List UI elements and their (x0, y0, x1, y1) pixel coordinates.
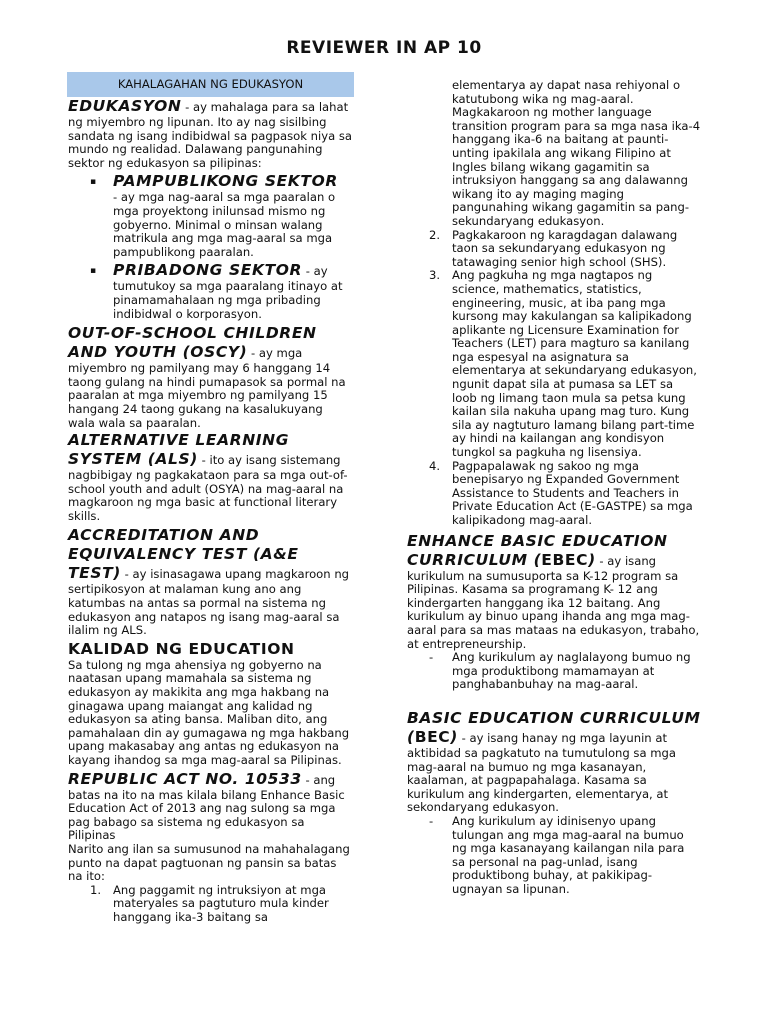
sector-item-public (68, 172, 353, 259)
list-item (407, 460, 701, 528)
edukasyon-term: EDUKASYON (68, 97, 182, 115)
left-column (68, 72, 353, 925)
ae-term: ACCREDITATION AND EQUIVALENCY TEST (A&E TEST) (68, 526, 299, 583)
ra-term: REPUBLIC ACT NO. 10533 (68, 769, 302, 788)
sector-definition: - ay tumutukoy sa mga paaralang itinayo at pinamamahalaan ng mga pribading indibidwal o korporasyon. (113, 264, 343, 321)
bec-bullet (407, 815, 701, 897)
als-paragraph (68, 431, 353, 523)
dash-bullet-icon: - (429, 813, 434, 828)
bullet-text: Ang kurikulum ay idinisenyo upang tulungan ang mga mag-aaral na bumuo ng mga kasanayang kailangan nila para sa personal na pag-unlad, isang produktibong buhay, at pakikipag-ugnayan sa lipunan. (452, 813, 685, 896)
page-title: REVIEWER IN AP 10 (286, 38, 482, 58)
bec-term-close: ) (450, 727, 458, 746)
oscy-paragraph (68, 324, 353, 430)
ra-definition: - ang batas na ito na mas kilala bilang Enhance Basic Education Act of 2013 ang nag sulong sa mga pag babago sa sistema ng edukasyon sa Pilipinas (68, 772, 345, 843)
ra-intro: Narito ang ilan sa sumusunod na mahahalagang punto na dapat pagtuonan ng pansin sa batas na ito: (68, 841, 350, 884)
bec-definition: - ay isang hanay ng mga layunin at aktibidad sa pagkatuto na tumutulong sa mga mag-aaral na bumuo ng mga kasanayan, kaalaman, at pagpapahalaga. Kasama sa kurikulum ang kindergarten, elementarya, at sekondaryang edukasyon. (407, 730, 677, 815)
oscy-definition: - ay mga miyembro ng pamilyang may 6 hanggang 14 taong gulang na hindi pumapasok sa pormal na paaralan at mga miyembro ng pamilyang 15 hangang 24 taong gukang na kasalukuyang wala wala sa paaralan. (68, 346, 346, 430)
ebec-definition: - ay isang kurikulum na sumusuporta sa K-12 program sa Pilipinas. Kasama sa programang K- 12 ang kindergarten hanggang ika 12 baitang. Ang kurikulum ay binuo upang ihanda ang mga mag-aaral para sa mas mataas na edukasyon, trabaho, at entrepreneurship. (407, 553, 700, 651)
bec-paragraph (407, 709, 701, 815)
section-banner: KAHALAGAHAN NG EDUKASYON (67, 72, 354, 97)
list-item (407, 269, 701, 459)
list-text: Pagkakaroon ng karagdagan dalawang taon sa sekundaryang edukasyon ng tatawaging senior high school (SHS). (452, 227, 678, 269)
sector-term: PRIBADONG SEKTOR (113, 261, 303, 280)
ebec-acronym: EBEC (541, 550, 589, 569)
als-definition: - ito ay isang sistemang nagbibigay ng pagkakataon para sa mga out-of-school youth and adult (OSYA) na mag-aaral na magkaroon ng mga basic at functional literary skills. (68, 453, 348, 523)
list-number: 3. (429, 268, 441, 283)
edukasyon-definition: - ay mahalaga para sa lahat ng miyembro ng lipunan. Ito ay nag sisilbing sandata ng isang indibidwal sa pagpasok niya sa mundo ng realidad. Dalawang pangunahing sektor ng edukasyon sa pilipinas: (68, 100, 353, 170)
ebec-term-close: ) (588, 550, 596, 569)
dash-bullet-icon: - (429, 650, 434, 665)
bec-term: BASIC EDUCATION CURRICULUM ( (407, 708, 701, 746)
sector-item-private (68, 261, 353, 321)
ae-definition: - ay isinasagawa upang magkaroon ng sertipikosyon at malaman kung ano ang katumbas na antas sa pormal na sistema ng edukasyon ang natapos ng isang mag-aaral sa ilalim ng ALS. (68, 567, 350, 638)
list-text: Pagpapalawak ng sakoo ng mga benepisaryo ng Expanded Government Assistance to Students and Teachers in Private Education Act (E-GASTPE) sa mga kalipikadong mag-aaral. (452, 458, 693, 527)
list-text: elementarya ay dapat nasa rehiyonal o katutubong wika ng mag-aaral. Magkakaroon ng mother language transition program para sa mga nasa ika-4 hanggang ika-6 na baitang at paunti-unting ipakilala ang wikang Filipino at Ingles bilang wikang gagamitin sa intruksiyon hanggang sa ang dalawanng wikang ito ay maging maging pangunahing wikang gagamitin sa pang-sekundaryang edukasyon. (452, 78, 701, 228)
right-column (407, 79, 701, 896)
kalidad-heading: KALIDAD NG EDUCATION (68, 639, 295, 658)
ebec-bullet (407, 651, 701, 692)
ebec-paragraph (407, 532, 701, 652)
square-bullet-icon: ▪ (90, 266, 97, 277)
list-item (68, 884, 353, 925)
list-number: 4. (429, 458, 441, 473)
ra-paragraph (68, 770, 353, 843)
bullet-text: Ang kurikulum ay naglalayong bumuo ng mga produktibong mamamayan at panghabanbuhay na mag-aaral. (452, 650, 691, 692)
ebec-term: ENHANCE BASIC EDUCATION CURRICULUM ( (407, 531, 668, 569)
list-text: Ang paggamit ng intruksiyon at mga materyales sa pagtuturo mula kinder hanggang ika-3 baitang sa (113, 882, 329, 924)
sector-term: PAMPUBLIKONG SEKTOR (113, 172, 338, 191)
oscy-term: OUT-OF-SCHOOL CHILDREN AND YOUTH (OSCY) (68, 324, 317, 362)
als-term: ALTERNATIVE LEARNING SYSTEM (ALS) (68, 431, 290, 469)
kalidad-text: Sa tulong ng mga ahensiya ng gobyerno na naatasan upang mamahala sa sistema ng edukasyon ay makikita ang mga hakbang na ginagawa upang maiangat ang kalidad ng edukasyon sa ating bansa. Maliban dito, ang pamahalaan din ay gumagawa ng mga hakbang upang makasabay ang antas ng edukasyon na kayang ihandog sa mga mag-aaral sa Pilipinas. (68, 657, 350, 767)
ae-paragraph (68, 526, 353, 637)
square-bullet-icon: ▪ (90, 177, 97, 188)
list-number: 1. (90, 882, 102, 897)
list-text: Ang pagkuha ng mga nagtapos ng science, mathematics, statistics, engineering, music, at iba pang mga kursong may kakulangan sa kalipikadong aplikante ng Licensure Examination for Teachers (LET) para magturo sa kanilang nga espesyal na asignatura sa elementarya at sekundaryang edukasyon, ngunit dapat sila at pumasa sa LET sa loob ng limang taon mula sa petsa kung kailan sila nakuha upang mag turo. Kung sila ay nagtuturo lamang bilang part-time ay hindi na kailangan ang kondisyon tungkol sa pagkuha ng lisensiya. (452, 268, 697, 460)
edukasyon-paragraph (68, 97, 353, 170)
list-number: 2. (429, 227, 441, 242)
list-item-continued (407, 79, 701, 229)
list-item (407, 229, 701, 270)
bec-acronym: BEC (414, 727, 451, 746)
sector-definition: - ay mga nag-aaral sa mga paaralan o mga proyektong inilunsad mismo ng gobyerno. Minimal o minsan walang matrikula ang mga mag-aaral sa mga pampublikong paaralan. (113, 190, 336, 259)
